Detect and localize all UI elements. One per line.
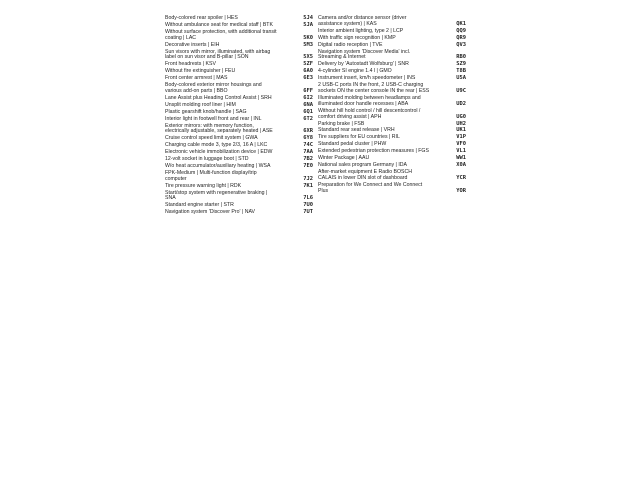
equipment-description: Charging cable mode 3, type 2/3, 16 A | LKC xyxy=(165,142,268,149)
equipment-code: QK1 xyxy=(456,20,466,27)
equipment-description: Standard rear seat release | VRH xyxy=(318,127,395,134)
equipment-row xyxy=(318,109,466,121)
equipment-code: 6XR xyxy=(303,128,313,135)
equipment-description: Standard engine starter | STR xyxy=(165,202,234,209)
equipment-row xyxy=(318,83,466,95)
equipment-code: UD2 xyxy=(456,100,466,107)
equipment-description: Without ambulance seat for medical staff | BTK xyxy=(165,21,273,28)
equipment-row xyxy=(318,163,466,169)
equipment-code: 6E3 xyxy=(303,75,313,82)
equipment-row xyxy=(318,16,466,28)
equipment-code: RB0 xyxy=(456,54,466,61)
equipment-code: UH2 xyxy=(456,120,466,127)
equipment-description: Body-colored rear spoiler | HES xyxy=(165,15,238,21)
equipment-description: FPK-Medium | Multi-function display/trip computer xyxy=(165,169,257,182)
equipment-code: 5K0 xyxy=(303,34,313,41)
equipment-code: 6A0 xyxy=(303,68,313,75)
equipment-code: 5M3 xyxy=(303,41,313,48)
equipment-code: 6I2 xyxy=(303,94,313,101)
equipment-description: With traffic sign recognition | KMP xyxy=(318,34,396,41)
equipment-description: Front headrests | KSV xyxy=(165,61,216,68)
equipment-code: 6NA xyxy=(303,101,313,108)
equipment-code: 7K1 xyxy=(303,182,313,189)
equipment-row xyxy=(318,96,466,108)
equipment-description: Start/stop system with regenerative braking | SNA xyxy=(165,189,268,202)
equipment-row xyxy=(165,96,313,102)
equipment-description: Sun visors with mirror, illuminated, with airbag label on sun visor and B-pillar | SON xyxy=(165,48,271,61)
equipment-code: 6T2 xyxy=(303,115,313,122)
equipment-code: 7J2 xyxy=(303,175,313,182)
equipment-description: After-market equipment E Radio BOSCH CALAIS in lower DIN slot of dashboard xyxy=(318,168,412,181)
equipment-description: 12-volt socket in luggage boot | STD xyxy=(165,156,249,163)
equipment-description: Unsplit molding roof liner | HIM xyxy=(165,101,236,108)
equipment-description: Delivery by 'Autostadt Wolfsburg' | SNR xyxy=(318,61,409,68)
equipment-description: National sales program Germany | IDA xyxy=(318,161,407,168)
equipment-row xyxy=(318,43,466,49)
equipment-description: Parking brake | FSB xyxy=(318,120,365,127)
equipment-description: Without hill hold control / hill descentcontrol / comfort driving assist | APH xyxy=(318,107,421,120)
equipment-row xyxy=(318,50,466,62)
right-equipment-column xyxy=(318,16,466,195)
equipment-row xyxy=(318,36,466,42)
equipment-description: Camera and/or distance sensor (driver assistance system) | KAS xyxy=(318,15,407,27)
equipment-row xyxy=(165,184,313,190)
equipment-description: 2 USB-C ports IN the front, 2 USB-C charging sockets ON the center console IN the rear | ESS xyxy=(318,82,430,94)
equipment-code: V1P xyxy=(456,134,466,141)
equipment-row xyxy=(165,83,313,95)
equipment-code: X0A xyxy=(456,161,466,168)
equipment-code: 6Q1 xyxy=(303,108,313,115)
equipment-row xyxy=(165,43,313,49)
equipment-description: Interior ambient lighting, type 2 | LCP xyxy=(318,27,404,34)
equipment-description: Lane Assist plus Heading Control Assist | SRH xyxy=(165,94,272,101)
equipment-description: Electronic vehicle immobilization device | EDW xyxy=(165,149,273,156)
equipment-description: Tire pressure warning light | RDK xyxy=(165,182,242,189)
equipment-code: WW1 xyxy=(456,155,466,162)
equipment-description: Illuminated molding between headlamps and illuminated door handle recesses | ABA xyxy=(318,94,421,107)
equipment-code: QQ9 xyxy=(456,27,466,34)
equipment-row xyxy=(165,50,313,62)
equipment-code: YCR xyxy=(456,174,466,181)
equipment-description: Exterior mirrors: with memory function, electrically adjustable, separately heated | ASE xyxy=(165,122,273,135)
equipment-code: 7UT xyxy=(303,209,313,216)
equipment-description: Digital radio reception | TVE xyxy=(318,41,383,48)
equipment-code: 5J4 xyxy=(303,15,313,21)
equipment-description: Cruise control speed limit system | GWA xyxy=(165,135,258,142)
equipment-code: 5X5 xyxy=(303,54,313,61)
equipment-code: 7L6 xyxy=(303,195,313,202)
equipment-description: Decorative inserts | EIH xyxy=(165,41,220,48)
equipment-code: SZ9 xyxy=(456,61,466,68)
equipment-description: 4-cylinder SI engine 1.4 l | GMO xyxy=(318,68,392,75)
equipment-description: Plastic gearshift knob/handle | SAG xyxy=(165,108,247,115)
equipment-row xyxy=(165,171,313,183)
equipment-code: 5ZF xyxy=(303,61,313,68)
equipment-code: 6Y8 xyxy=(303,135,313,142)
equipment-description: Navigation system 'Discover Pro' | NAV xyxy=(165,209,256,216)
equipment-code: UK1 xyxy=(456,127,466,134)
equipment-description: Interior light in footwell front and rear | INL xyxy=(165,115,262,122)
equipment-description: Without fire extinguisher | FEU xyxy=(165,68,236,75)
equipment-description: Extended pedestrian protection measures | FGS xyxy=(318,148,429,155)
equipment-row xyxy=(165,124,313,136)
equipment-row xyxy=(318,29,466,35)
equipment-row xyxy=(165,110,313,116)
equipment-code: U9C xyxy=(456,87,466,94)
equipment-row xyxy=(165,103,313,109)
equipment-description: Preparation for We Connect and We Connect Plus xyxy=(318,181,423,194)
equipment-row xyxy=(165,23,313,29)
equipment-code: 7AA xyxy=(303,149,313,156)
equipment-code: 7E0 xyxy=(303,162,313,169)
equipment-row xyxy=(165,210,313,216)
equipment-code: VF0 xyxy=(456,141,466,148)
equipment-row xyxy=(165,191,313,203)
equipment-code: 5JA xyxy=(303,21,313,28)
equipment-description: Tire suppliers for EU countries | RIL xyxy=(318,134,400,141)
equipment-code: U5A xyxy=(456,75,466,82)
left-equipment-column xyxy=(165,16,313,217)
equipment-description: Without surface protection, with additional transit coating | LAC xyxy=(165,28,277,41)
equipment-description: W/o heat accumulator/auxiliary heating | WSA xyxy=(165,162,271,169)
equipment-code: YOR xyxy=(456,187,466,194)
equipment-description: Standard pedal cluster | PHW xyxy=(318,141,387,148)
equipment-code: QV3 xyxy=(456,41,466,48)
equipment-code: T8B xyxy=(456,68,466,75)
equipment-row xyxy=(165,30,313,42)
equipment-code: 74C xyxy=(303,142,313,149)
equipment-code: VL1 xyxy=(456,148,466,155)
equipment-row xyxy=(165,117,313,123)
equipment-row xyxy=(318,170,466,182)
equipment-code: QR9 xyxy=(456,34,466,41)
equipment-row xyxy=(165,164,313,170)
equipment-description: Instrument insert, km/h speedometer | INS xyxy=(318,75,416,82)
equipment-code: UG0 xyxy=(456,113,466,120)
equipment-description: Body-colored exterior mirror housings and various add-on parts | BBO xyxy=(165,82,262,94)
equipment-code: 7U0 xyxy=(303,202,313,209)
equipment-code: 7B2 xyxy=(303,156,313,163)
equipment-row xyxy=(318,183,466,195)
equipment-code: 6FF xyxy=(303,87,313,94)
equipment-description: Navigation system 'Discover Media' incl. Streaming & Internet xyxy=(318,48,411,61)
equipment-description: Front center armrest | MAS xyxy=(165,75,228,82)
equipment-description: Winter Package | AAU xyxy=(318,155,370,162)
